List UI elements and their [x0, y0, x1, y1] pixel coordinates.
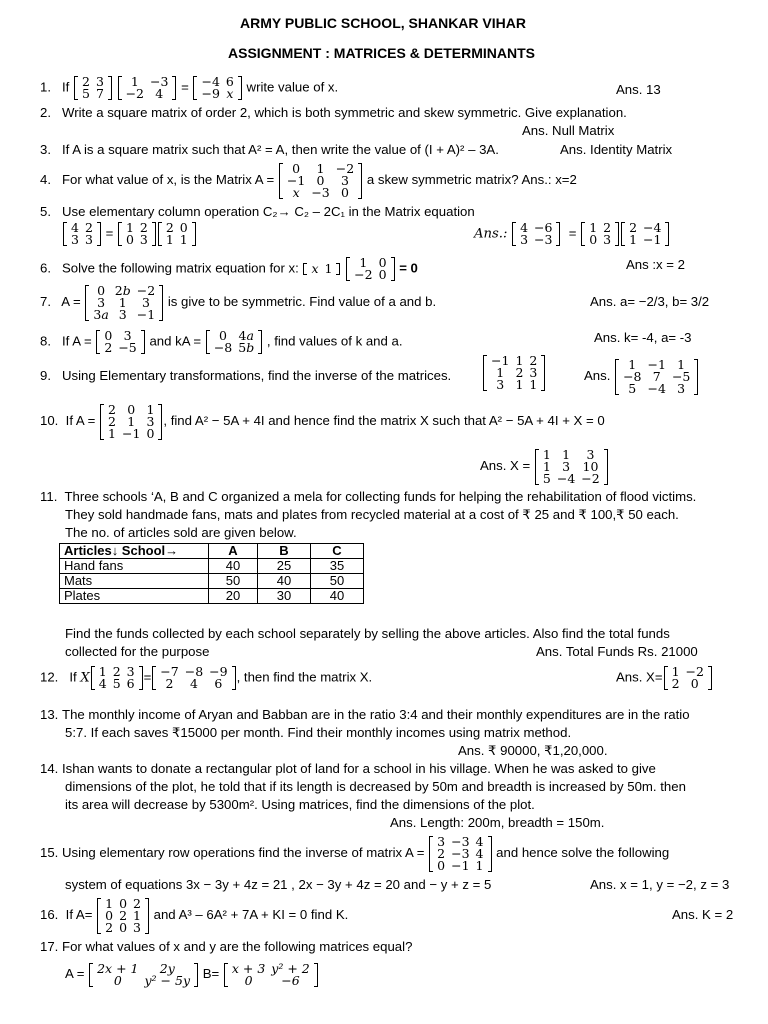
question-text: If: [69, 669, 77, 685]
table-cell: 30: [258, 589, 311, 604]
question-14: [40, 761, 656, 777]
answer-9: [584, 355, 699, 397]
assignment-title: ASSIGNMENT : MATRICES & DETERMINANTS: [228, 45, 535, 61]
matrix: x 1: [303, 263, 340, 275]
question-number: 5.: [40, 204, 51, 219]
answer-12: [616, 666, 713, 690]
table-header-row: [60, 544, 364, 559]
matrix: 1 −2 2 0: [664, 666, 712, 690]
matrix: 2 0 1 2 1 3 1 −1 0: [100, 404, 162, 440]
matrix: 1 0 −2 0: [346, 257, 394, 281]
table-cell: 40: [311, 589, 364, 604]
table-header: A: [209, 544, 258, 559]
question-number: 7.: [40, 294, 51, 309]
question-number: 4.: [40, 172, 51, 187]
answer-5: Ans.: 4 −6 3 −3 = 1 2 0 3 2 −4 1 −1: [474, 222, 670, 246]
matrix: 4 −6 3 −3: [512, 222, 560, 246]
answer-10: [480, 445, 609, 487]
table-row: [60, 589, 364, 604]
question-number: 11.: [40, 489, 58, 504]
question-text: A =: [61, 294, 81, 309]
question-4: [40, 160, 577, 200]
answer-2: Ans. Null Matrix: [522, 123, 615, 138]
matrix: 4 2 3 3: [63, 222, 101, 246]
question-text: Using elementary row operations find the inverse of matrix A =: [62, 845, 425, 860]
table-cell: Plates: [60, 589, 209, 604]
question-number: 9.: [40, 368, 51, 383]
question-text: For what value of x, is the Matrix A =: [62, 172, 275, 187]
question-12: 12. If X 1 2 3 4 5 6 = −7 −8 −9 2 4 6 , then find the matrix X.: [40, 664, 373, 691]
table-cell: 50: [209, 574, 258, 589]
answer-label: Ans. X=: [616, 669, 663, 685]
matrix: 0 3 2 −5: [96, 330, 144, 354]
articles-table: [59, 543, 364, 604]
matrix: 1 0 2 0 2 1 2 0 3: [97, 898, 149, 934]
question-text: a skew symmetric matrix?: [366, 172, 519, 187]
table-cell: Mats: [60, 574, 209, 589]
matrix: 0 2b −2 3 1 3 3a 3 −1: [85, 285, 163, 321]
question-6: 6. Solve the following matrix equation for x: x 1 1 0 −2 0 = 0: [40, 255, 418, 282]
question-15-line-2: system of equations 3x − 3y + 4z = 21 , 2x − 3y + 4z = 20 and − y + z = 5: [65, 877, 492, 892]
question-text: and A³ – 6A² + 7A + KI = 0 find K.: [153, 907, 349, 922]
answer-label: Ans.:: [474, 226, 508, 242]
question-13-line-2: 5:7. If each saves ₹15000 per month. Find their monthly incomes using matrix method.: [65, 725, 572, 740]
matrix: 1 1 3 1 3 10 5 −4 −2: [535, 449, 608, 485]
answer-label: Ans.: [584, 368, 611, 383]
matrix: −1 1 2 1 2 3 3 1 1: [483, 355, 545, 391]
question-text: If A=: [65, 907, 93, 922]
matrix: 2 −4 1 −1: [621, 222, 669, 246]
question-text: , find A² − 5A + 4I and hence find the matrix X such that A² − 5A + 4I + X = 0: [163, 413, 605, 428]
matrix: 3 −3 4 2 −3 4 0 −1 1: [429, 836, 491, 872]
table-row: [60, 574, 364, 589]
question-9: [40, 368, 451, 384]
question-text: and kA =: [149, 333, 202, 349]
school-name: ARMY PUBLIC SCHOOL, SHANKAR VIHAR: [240, 15, 526, 31]
answer-7: Ans. a= −2/3, b= 3/2: [590, 294, 710, 309]
question-10: [40, 400, 605, 442]
table-cell: 50: [311, 574, 364, 589]
matrix: 0 4a −8 5b: [206, 330, 262, 354]
question-number: 1.: [40, 79, 51, 95]
answer-13: Ans. ₹ 90000, ₹1,20,000.: [458, 743, 608, 758]
question-11-line-4: Find the funds collected by each school separately by selling the above articles. Also find the total funds: [65, 626, 670, 641]
question-number: 13.: [40, 707, 59, 722]
answer-6: Ans :x = 2: [626, 257, 686, 272]
question-text: is give to be symmetric. Find value of a and b.: [167, 294, 437, 309]
question-11-line-3: The no. of articles sold are given below.: [65, 525, 297, 540]
matrix: 0 1 −2 −1 0 3 x −3 0: [279, 163, 362, 199]
table-cell: Hand fans: [60, 559, 209, 574]
question-3: [40, 142, 499, 158]
question-13: [40, 707, 690, 723]
question-text: Solve the following matrix equation for x:: [62, 260, 299, 276]
question-11: [40, 489, 696, 505]
question-number: 6.: [40, 260, 51, 276]
answer-15: Ans. x = 1, y = −2, z = 3: [590, 877, 730, 892]
question-text: If A =: [65, 413, 96, 428]
question-text: If A =: [62, 333, 92, 349]
table-cell: 40: [209, 559, 258, 574]
question-11-line-5: collected for the purpose: [65, 644, 210, 659]
answer-label: Ans. X =: [480, 458, 531, 473]
matrix: −4 6 −9 x: [193, 76, 241, 100]
question-text: For what values of x and y are the following matrices equal?: [62, 939, 413, 954]
question-text: Use elementary column operation C₂→ C₂ – 2C₁ in the Matrix equation: [62, 204, 475, 219]
question-14-line-3: its area will decrease by 5300m². Using matrices, find the dimensions of the plot.: [65, 797, 535, 812]
matrix: 2x + 1 2y 0 y² − 5y: [89, 963, 198, 987]
matrix-9: [482, 355, 546, 391]
question-number: 3.: [40, 142, 51, 157]
question-text: The monthly income of Aryan and Babban are in the ratio 3:4 and their monthly expenditures are in the ratio: [62, 707, 690, 722]
answer-11: Ans. Total Funds Rs. 21000: [536, 644, 698, 659]
question-17: [40, 939, 412, 955]
question-number: 12.: [40, 669, 59, 685]
question-number: 2.: [40, 105, 51, 120]
question-text: write value of x.: [246, 79, 339, 95]
table-cell: 40: [258, 574, 311, 589]
matrix: 2 0 1 1: [158, 222, 196, 246]
table-header: Articles↓ School→: [60, 544, 209, 559]
matrix: x + 3 y² + 2 0 −6: [224, 963, 318, 987]
answer-4: Ans.: x=2: [521, 172, 577, 187]
question-text: Three schools ‘A, B and C organized a mela for collecting funds for helping the rehabilitation of flood victims.: [64, 489, 697, 504]
question-number: 15.: [40, 845, 59, 860]
answer-16: Ans. K = 2: [672, 907, 734, 922]
matrix-b-label: B=: [202, 966, 220, 981]
table-cell: 25: [258, 559, 311, 574]
question-number: 16.: [40, 907, 59, 922]
table-header: B: [258, 544, 311, 559]
question-text: If: [62, 79, 70, 95]
question-text: Using Elementary transformations, find the inverse of the matrices.: [62, 368, 452, 383]
question-15: [40, 832, 669, 874]
question-text: , then find the matrix X.: [236, 669, 373, 685]
question-text: Write a square matrix of order 2, which is both symmetric and skew symmetric. Give explanation.: [62, 105, 627, 120]
answer-1: Ans. 13: [616, 82, 661, 97]
question-1: 1. If 2 3 5 7 1 −3 −2 4 = −4 6 −9 x write value of x.: [40, 74, 339, 101]
question-11-line-2: They sold handmade fans, mats and plates from recycled material at a cost of ₹ 25 and ₹ 100,₹ 50 each.: [65, 507, 679, 522]
answer-8: Ans. k= -4, a= -3: [594, 330, 692, 345]
question-8: [40, 330, 403, 354]
question-number: 17.: [40, 939, 59, 954]
question-text: If A is a square matrix such that A² = A, then write the value of (I + A)² – 3A.: [62, 142, 499, 157]
question-2: [40, 105, 627, 121]
matrix: 1 −1 1 −8 7 −5 5 −4 3: [615, 359, 698, 395]
question-14-line-2: dimensions of the plot, he told that if its length is decreased by 50m and breadth is increased by 50m. then: [65, 779, 686, 794]
question-16: [40, 893, 348, 937]
matrix-a-label: A =: [65, 966, 85, 981]
table-row: [60, 559, 364, 574]
equation-5: 4 2 3 3 = 1 2 0 3 2 0 1 1: [62, 222, 197, 246]
matrix: 1 2 3 4 5 6: [91, 666, 143, 690]
question-5: [40, 204, 475, 220]
matrix: 1 2 0 3: [118, 222, 156, 246]
question-text: , find values of k and a.: [266, 333, 403, 349]
question-text: Ishan wants to donate a rectangular plot of land for a school in his village. When he was asked to give: [62, 761, 656, 776]
table-cell: 35: [311, 559, 364, 574]
matrix: 1 2 0 3: [581, 222, 619, 246]
question-number: 14.: [40, 761, 59, 776]
question-number: 8.: [40, 333, 51, 349]
answer-14: Ans. Length: 200m, breadth = 150m.: [390, 815, 605, 830]
answer-3: Ans. Identity Matrix: [560, 142, 673, 157]
question-7: [40, 280, 436, 324]
table-cell: 20: [209, 589, 258, 604]
table-header: C: [311, 544, 364, 559]
question-number: 10.: [40, 413, 59, 428]
matrix: −7 −8 −9 2 4 6: [152, 666, 235, 690]
question-17-matrices: [65, 957, 319, 991]
matrix: 1 −3 −2 4: [118, 76, 177, 100]
question-text: and hence solve the following: [496, 845, 670, 860]
matrix: 2 3 5 7: [74, 76, 112, 100]
